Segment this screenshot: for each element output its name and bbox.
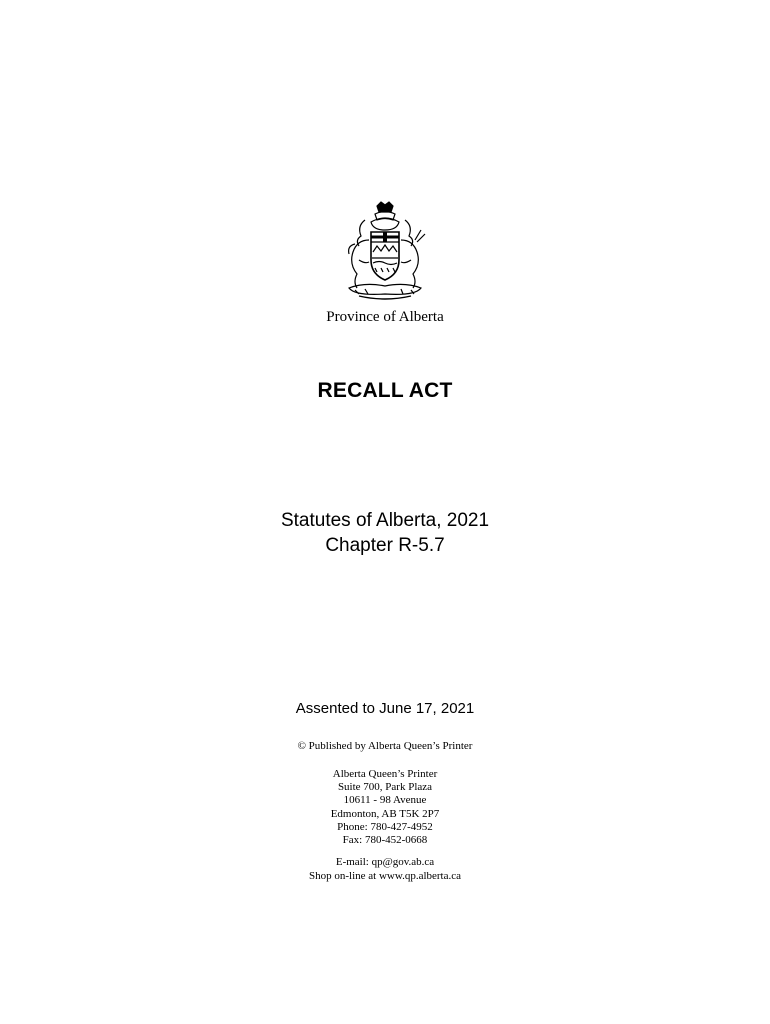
publisher-contact — [0, 856, 770, 883]
chapter-line: Chapter R-5.7 — [325, 535, 445, 556]
address-line: Edmonton, AB T5K 2P7 — [330, 807, 440, 820]
publisher-address — [0, 768, 770, 847]
address-line: Suite 700, Park Plaza — [337, 781, 433, 794]
email-line: E-mail: qp@gov.ab.ca — [335, 856, 435, 868]
website-line: Shop on-line at www.qp.alberta.ca — [308, 869, 462, 882]
coat-of-arms-icon — [335, 200, 435, 302]
province-name: Province of Alberta — [326, 309, 444, 325]
phone-line: Phone: 780-427-4952 — [337, 820, 433, 833]
copyright-notice: © Published by Alberta Queen’s Printer — [297, 740, 473, 752]
act-title: RECALL ACT — [317, 379, 453, 402]
statute-citation — [0, 508, 770, 558]
fax-line: Fax: 780-452-0668 — [342, 834, 428, 847]
address-line: 10611 - 98 Avenue — [343, 794, 427, 807]
address-line: Alberta Queen’s Printer — [332, 768, 438, 780]
statute-line: Statutes of Alberta, 2021 — [280, 510, 490, 531]
assent-date: Assented to June 17, 2021 — [295, 700, 475, 717]
